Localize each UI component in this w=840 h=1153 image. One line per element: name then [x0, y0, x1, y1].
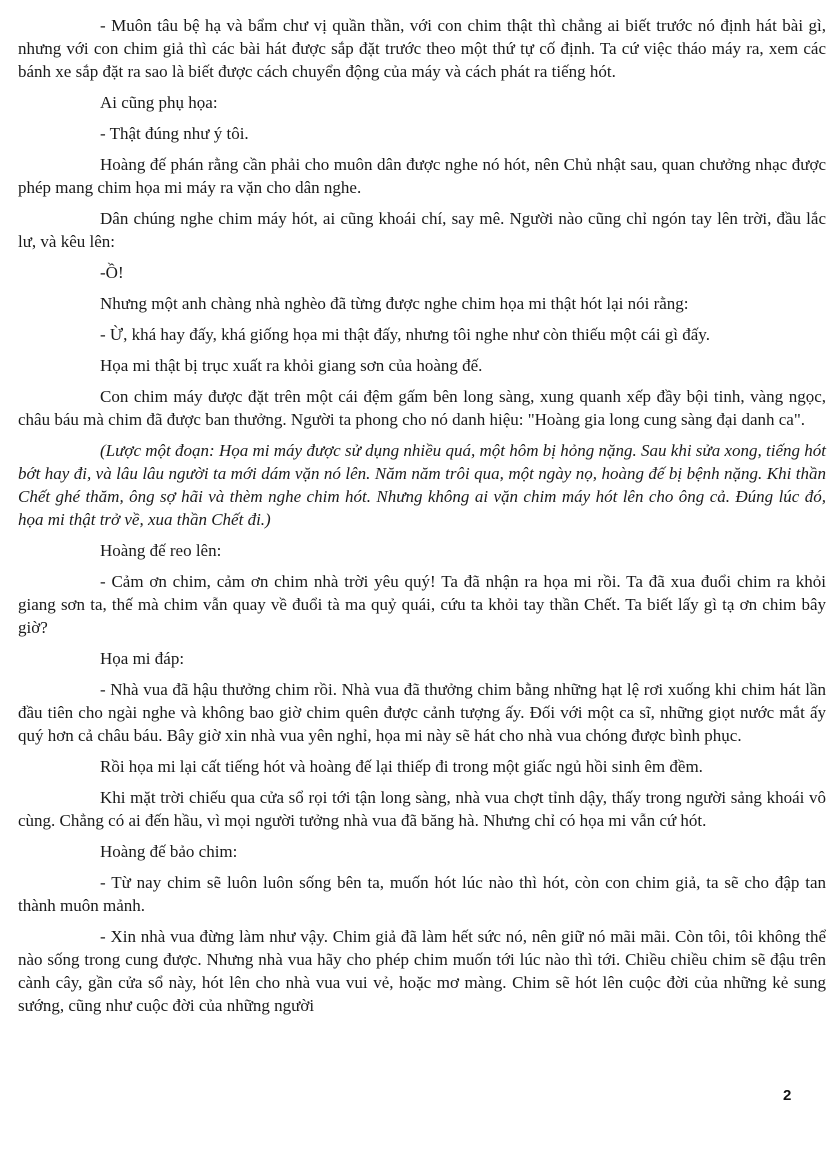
- paragraph-12: Hoàng đế reo lên:: [100, 541, 222, 560]
- paragraph-3: - Thật đúng như ý tôi.: [100, 124, 249, 143]
- paragraph-5: Dân chúng nghe chim máy hót, ai cũng khoái chí, say mê. Người nào cũng chỉ ngón tay lên trời, đầu lắc lư, và kêu lên:: [18, 209, 826, 251]
- paragraph-10: Con chim máy được đặt trên một cái đệm gấm bên long sàng, xung quanh xếp đầy bội tinh, vàng ngọc, châu báu mà chim đã được ban thưởng. Người ta phong cho nó danh hiệu: "Hoàng gia long cung sàng đại danh ca".: [18, 387, 826, 429]
- paragraph-15: - Nhà vua đã hậu thưởng chim rồi. Nhà vua đã thưởng chim bằng những hạt lệ rơi xuống khi chim hát lần đầu tiên cho ngài nghe và không bao giờ chim quên được cảnh tượng ấy. Đối với một ca sĩ, những giọt nước mắt ấy quý hơn cả châu báu. Bây giờ xin nhà vua yên nghỉ, họa mi này sẽ hát cho nhà vua chóng được bình phục.: [18, 680, 826, 745]
- paragraph-1: - Muôn tâu bệ hạ và bẩm chư vị quần thần, với con chim thật thì chẳng ai biết trước nó định hát bài gì, nhưng với con chim giả thì các bài hát được sắp đặt trước theo một thứ tự cố định. Ta cứ việc tháo máy ra, xem các bánh xe sắp đặt ra sao là biết được cách chuyển động của máy và cách phát ra tiếng hót.: [18, 16, 826, 81]
- paragraph-11-italic-summary: (Lược một đoạn: Họa mi máy được sử dụng nhiều quá, một hôm bị hỏng nặng. Sau khi sửa xong, tiếng hót bớt hay đi, và lâu lâu người ta mới dám vặn nó lên. Năm năm trôi qua, một ngày nọ, hoàng đế bị bệnh nặng. Khi thần Chết ghé thăm, ông sợ hãi và thèm nghe chim hót. Nhưng không ai vặn chim máy hót lên cho ông cả. Đúng lúc đó, họa mi thật trở về, xua thần Chết đi.): [18, 441, 826, 529]
- paragraph-2: Ai cũng phụ họa:: [100, 93, 218, 112]
- paragraph-19: - Từ nay chim sẽ luôn luôn sống bên ta, muốn hót lúc nào thì hót, còn con chim giả, ta sẽ cho đập tan thành muôn mảnh.: [18, 873, 826, 915]
- paragraph-18: Hoàng đế bảo chim:: [100, 842, 238, 861]
- paragraph-17: Khi mặt trời chiếu qua cửa sổ rọi tới tận long sàng, nhà vua chợt tỉnh dậy, thấy trong người sảng khoái vô cùng. Chẳng có ai đến hầu, vì mọi người tưởng nhà vua đã băng hà. Nhưng chỉ có họa mi vẫn cứ hót.: [18, 788, 826, 830]
- paragraph-9: Họa mi thật bị trục xuất ra khỏi giang sơn của hoàng đế.: [100, 356, 483, 375]
- paragraph-13: - Cảm ơn chim, cảm ơn chim nhà trời yêu quý! Ta đã nhận ra họa mi rồi. Ta đã xua đuổi chim ra khỏi giang sơn ta, thế mà chim vẫn quay về đuổi tà ma quỷ quái, cứu ta khỏi tay thần Chết. Ta biết lấy gì tạ ơn chim bây giờ?: [18, 572, 826, 637]
- paragraph-4: Hoàng đế phán rằng cần phải cho muôn dân được nghe nó hót, nên Chủ nhật sau, quan chưởng nhạc được phép mang chim họa mi máy ra vặn cho dân nghe.: [18, 155, 826, 197]
- paragraph-7: Nhưng một anh chàng nhà nghèo đã từng được nghe chim họa mi thật hót lại nói rằng:: [100, 294, 689, 313]
- paragraph-14: Họa mi đáp:: [100, 649, 185, 668]
- story-text: [18, 14, 826, 1025]
- paragraph-6: -Ồ!: [100, 263, 124, 282]
- page-number: 2: [783, 1087, 792, 1104]
- paragraph-16: Rồi họa mi lại cất tiếng hót và hoàng đế lại thiếp đi trong một giấc ngủ hồi sinh êm đềm.: [100, 757, 703, 776]
- paragraph-20: - Xin nhà vua đừng làm như vậy. Chim giả đã làm hết sức nó, nên giữ nó mãi mãi. Còn tôi, tôi không thể nào sống trong cung được. Nhưng nhà vua hãy cho phép chim muốn tới lúc nào thì tới. Chiều chiều chim sẽ đậu trên cành cây, gần cửa sổ này, hót lên cho nhà vua vui vẻ, hoặc mơ màng. Chim sẽ hót lên cuộc đời của những kẻ sung sướng, cũng như cuộc đời của những người: [18, 927, 826, 1015]
- paragraph-8: - Ừ, khá hay đấy, khá giống họa mi thật đấy, nhưng tôi nghe như còn thiếu một cái gì đấy.: [100, 325, 710, 344]
